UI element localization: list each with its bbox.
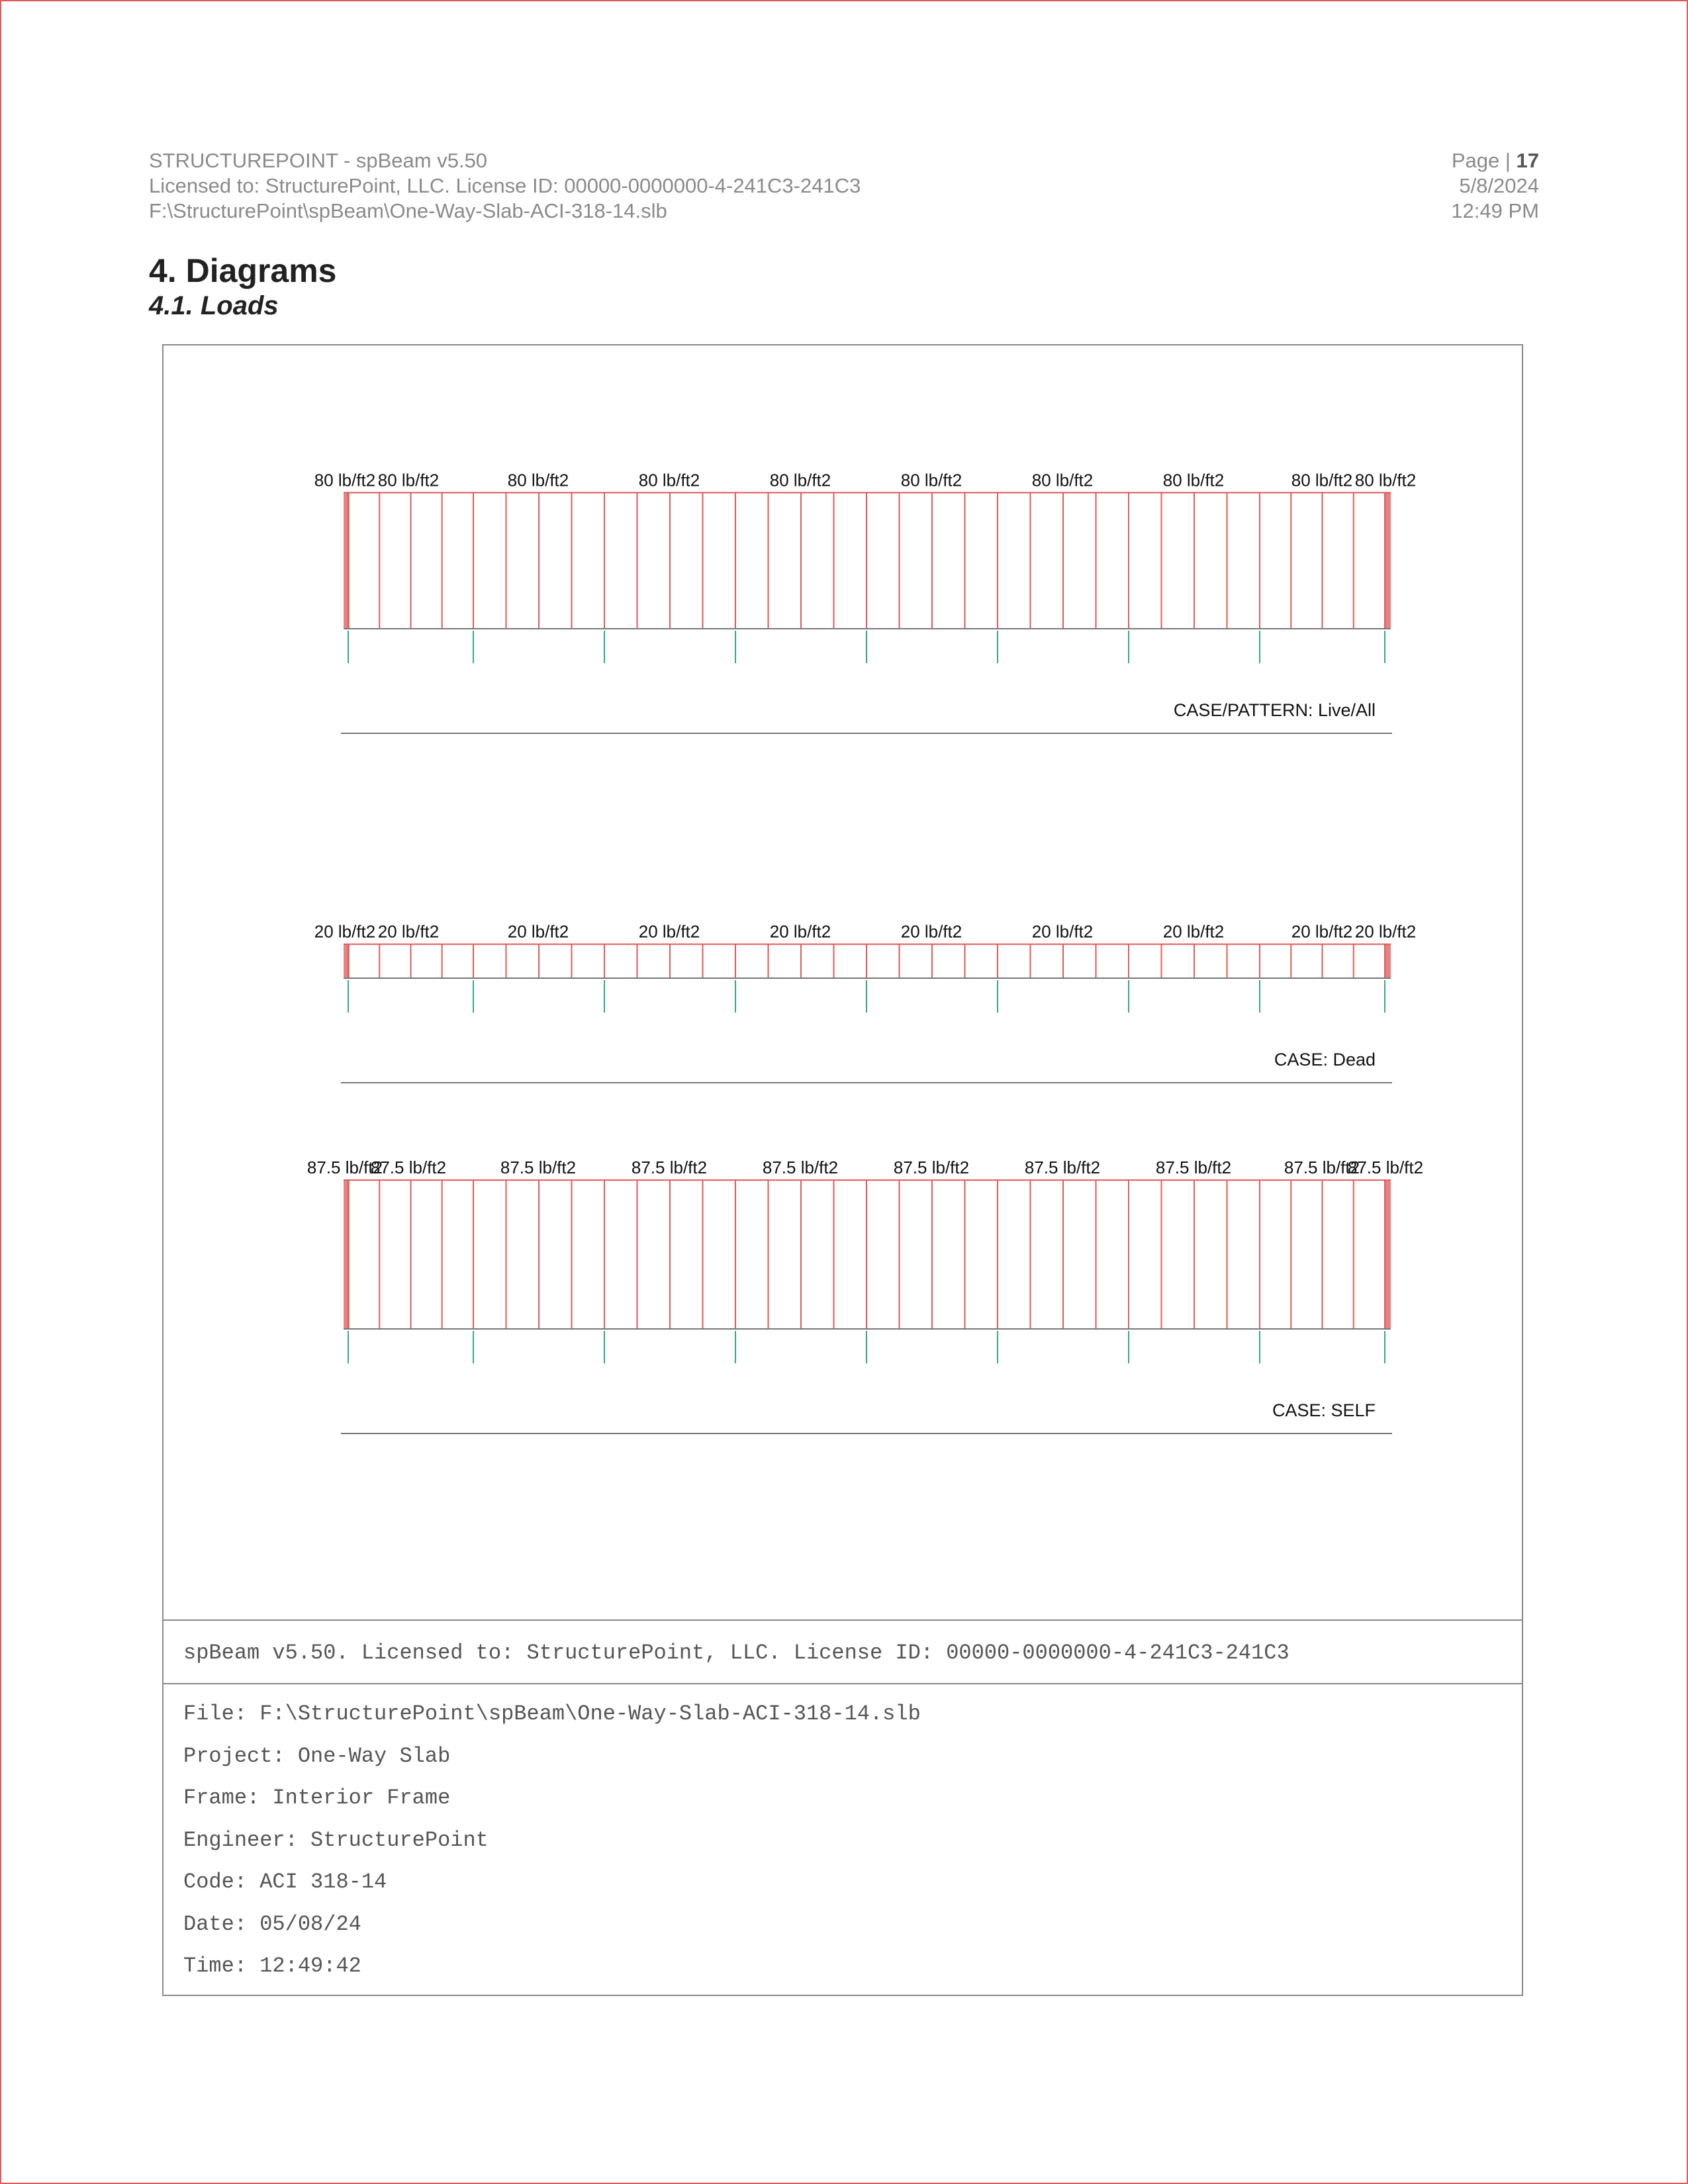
load-end-right	[1385, 944, 1391, 978]
load-label: 20 lb/ft2	[769, 921, 831, 942]
load-label: 80 lb/ft2	[314, 470, 376, 490]
info-bar: spBeam v5.50. Licensed to: StructurePoint, LLC. License ID: 00000-0000000-4-241C3-241C3	[162, 1619, 1523, 1684]
load-end-right	[1385, 1180, 1391, 1329]
load-end-right	[1385, 492, 1391, 629]
meta-date: Date: 05/08/24	[183, 1911, 361, 1936]
load-label: 80 lb/ft2	[507, 470, 569, 490]
header-file-path: F:\StructurePoint\spBeam\One-Way-Slab-ACI-318-14.slb	[149, 199, 667, 222]
header-program: STRUCTUREPOINT - spBeam v5.50	[149, 149, 488, 172]
load-label: 20 lb/ft2	[1162, 921, 1225, 942]
meta-engineer: Engineer: StructurePoint	[183, 1827, 489, 1852]
load-label: 20 lb/ft2	[900, 921, 962, 942]
load-label: 80 lb/ft2	[1031, 470, 1094, 490]
meta-time: Time: 12:49:42	[183, 1954, 361, 1978]
header-license: Licensed to: StructurePoint, LLC. License ID: 00000-0000000-4-241C3-241C3	[149, 174, 861, 197]
load-label: 87.5 lb/ft2	[1347, 1158, 1424, 1178]
header-date: 5/8/2024	[1459, 174, 1539, 197]
load-label: 20 lb/ft2	[377, 921, 440, 942]
subsection-title: 4.1. Loads	[149, 291, 279, 320]
load-label: 87.5 lb/ft2	[370, 1158, 447, 1178]
load-label: 87.5 lb/ft2	[500, 1158, 577, 1178]
load-label: 87.5 lb/ft2	[306, 1158, 383, 1178]
load-label: 20 lb/ft2	[1031, 921, 1094, 942]
load-label: 80 lb/ft2	[1354, 470, 1417, 490]
load-label: 87.5 lb/ft2	[893, 1158, 970, 1178]
load-label: 87.5 lb/ft2	[631, 1158, 708, 1178]
load-label: 80 lb/ft2	[377, 470, 440, 490]
meta-project: Project: One-Way Slab	[183, 1743, 451, 1768]
page-indicator: Page | 17	[1451, 149, 1539, 172]
project-metadata	[183, 1701, 921, 1995]
diagram-caption: CASE: Dead	[1274, 1050, 1376, 1069]
meta-file: File: F:\StructurePoint\spBeam\One-Way-Slab-ACI-318-14.slb	[183, 1702, 921, 1726]
load-label: 20 lb/ft2	[638, 921, 700, 942]
diagram-caption: CASE/PATTERN: Live/All	[1173, 700, 1376, 720]
load-label: 80 lb/ft2	[769, 470, 831, 490]
page-number: 17	[1516, 149, 1539, 172]
load-label: 80 lb/ft2	[638, 470, 700, 490]
load-label: 87.5 lb/ft2	[1024, 1158, 1101, 1178]
diagram-caption: CASE: SELF	[1272, 1400, 1376, 1420]
load-label: 80 lb/ft2	[1291, 470, 1353, 490]
load-label: 80 lb/ft2	[900, 470, 962, 490]
header-time: 12:49 PM	[1451, 199, 1539, 222]
load-label: 87.5 lb/ft2	[1284, 1158, 1360, 1178]
load-end-left	[344, 1180, 350, 1329]
load-label: 20 lb/ft2	[507, 921, 569, 942]
load-end-left	[344, 944, 350, 978]
load-label: 87.5 lb/ft2	[762, 1158, 839, 1178]
meta-code: Code: ACI 318-14	[183, 1870, 387, 1894]
meta-frame: Frame: Interior Frame	[183, 1786, 451, 1810]
load-label: 80 lb/ft2	[1162, 470, 1225, 490]
load-label: 20 lb/ft2	[314, 921, 376, 942]
section-title: 4. Diagrams	[149, 252, 337, 289]
load-label: 20 lb/ft2	[1291, 921, 1353, 942]
load-label: 87.5 lb/ft2	[1155, 1158, 1232, 1178]
load-end-left	[344, 492, 350, 629]
load-label: 20 lb/ft2	[1354, 921, 1417, 942]
